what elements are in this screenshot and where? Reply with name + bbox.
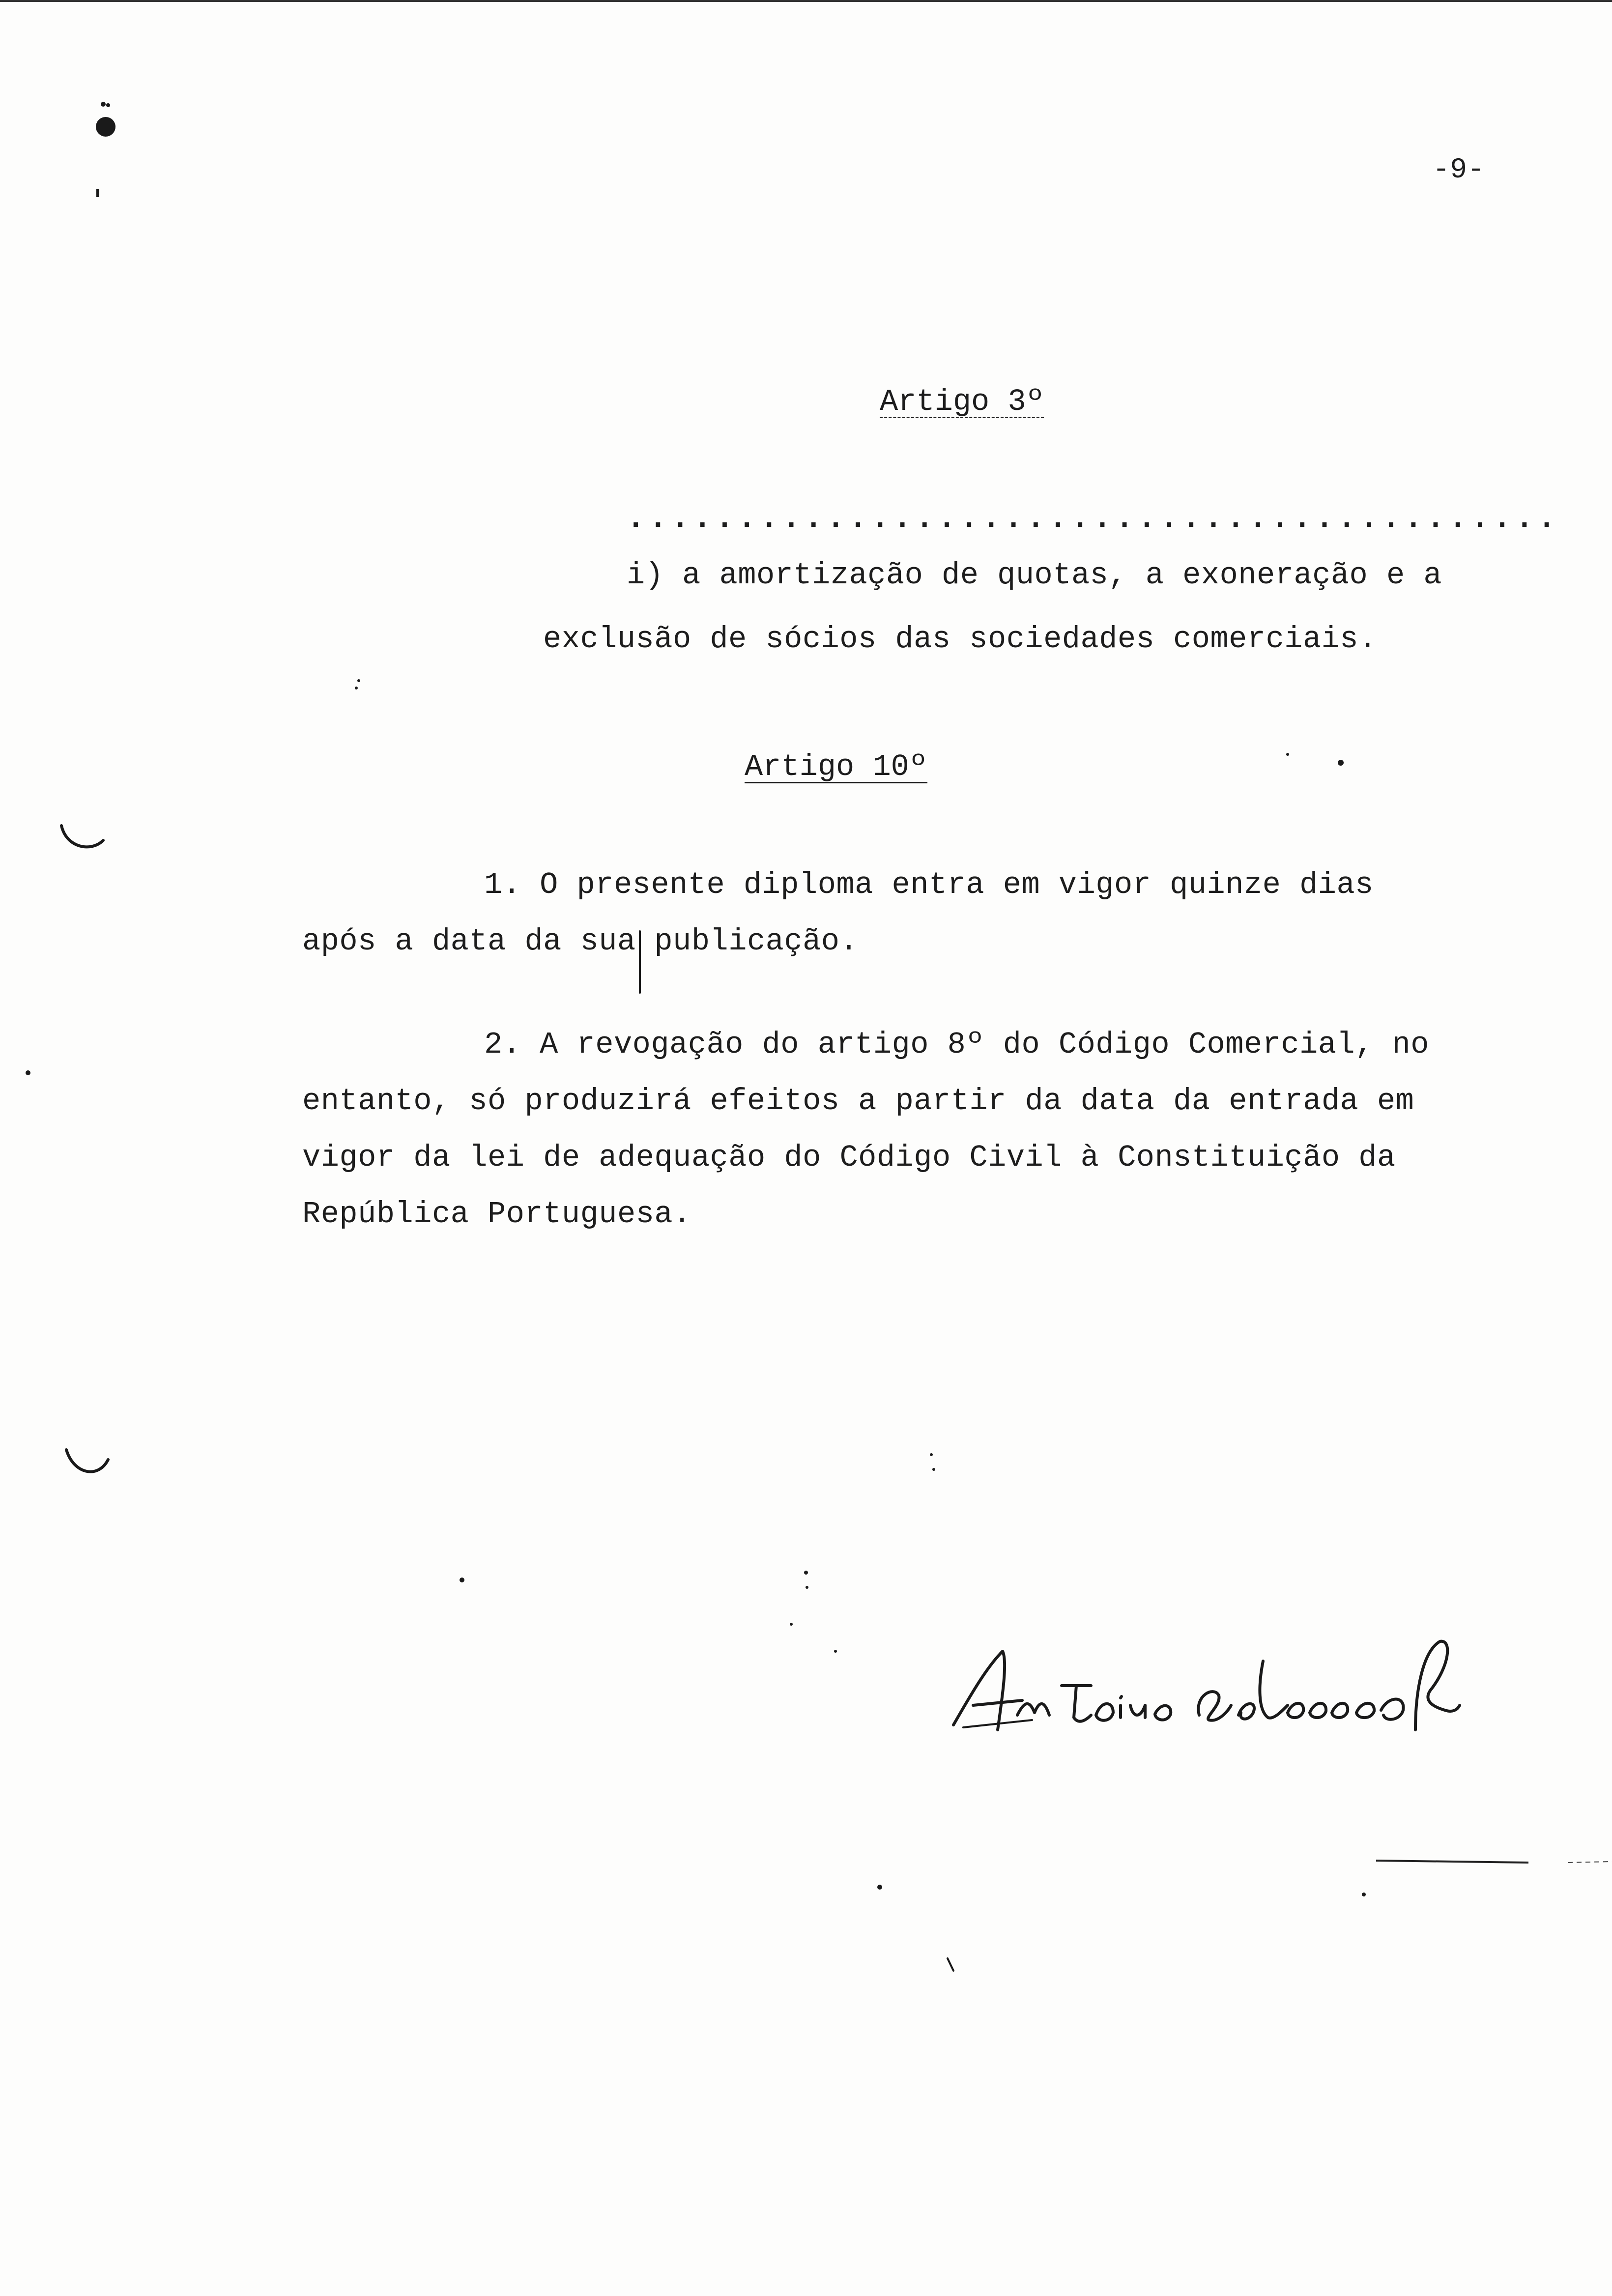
article-10-para-2-line-1: 2. A revogação do artigo 8º do Código Comercial, no	[484, 1027, 1430, 1062]
article-10-heading: Artigo 10º	[745, 749, 928, 784]
page-number: -9-	[1433, 154, 1485, 186]
article-3-line-1: i) a amortização de quotas, a exoneração e a	[627, 558, 1442, 593]
article-3-heading: Artigo 3º	[880, 384, 1044, 419]
article-10-para-2-line-2: entanto, só produzirá efeitos a partir da data da entrada em	[302, 1084, 1414, 1119]
signature-underline	[1376, 1858, 1612, 1867]
article-10-para-2-line-3: vigor da lei de adequação do Código Civil à Constituição da	[302, 1140, 1396, 1175]
article-10-para-1-line-1: 1. O presente diploma entra em vigor quinze dias	[484, 867, 1374, 902]
top-edge-rule	[0, 0, 1612, 2]
handwritten-signature	[944, 1632, 1465, 1750]
omitted-text-ellipsis: ..........................................	[627, 501, 1560, 536]
article-3-line-2: exclusão de sócios das sociedades comerciais.	[543, 622, 1377, 657]
article-10-para-1-line-2: após a data da sua publicação.	[302, 924, 859, 959]
article-10-para-2-line-4: República Portuguesa.	[302, 1197, 691, 1232]
